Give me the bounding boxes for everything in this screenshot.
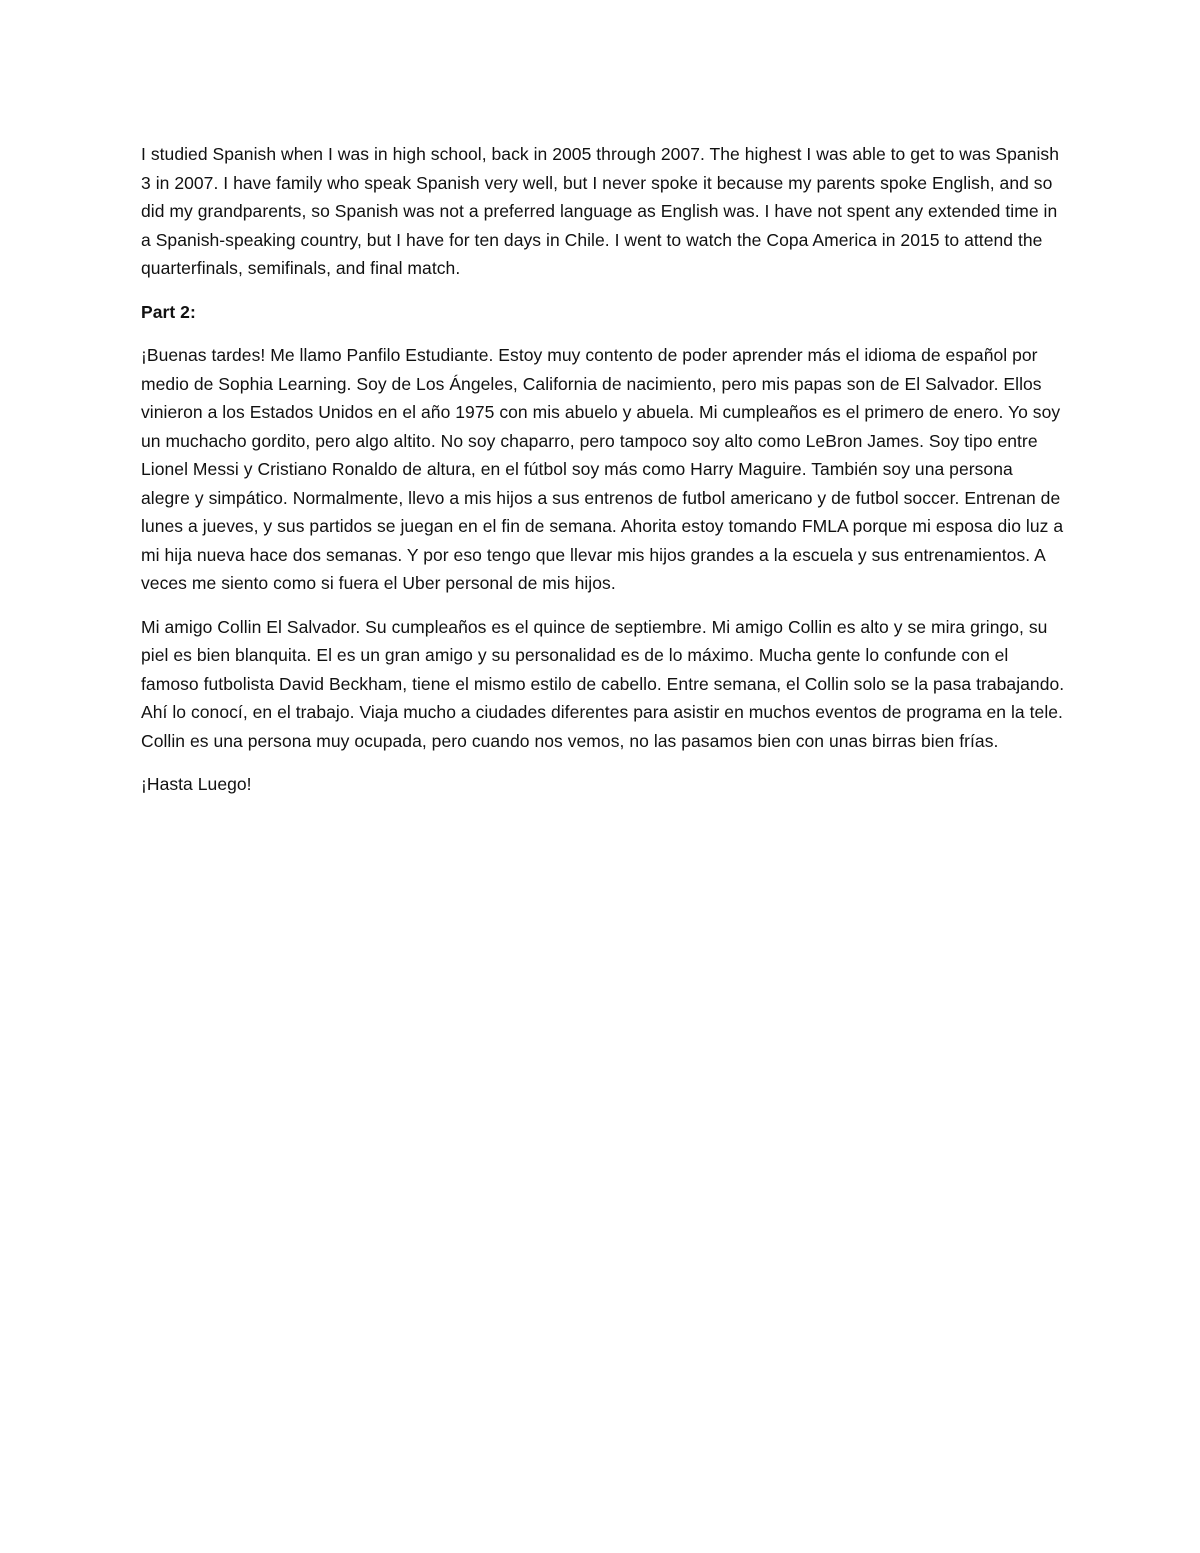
self-introduction-paragraph: ¡Buenas tardes! Me llamo Panfilo Estudiante. Estoy muy contento de poder aprender más el idioma de español por medio de Sophia Learning. Soy de Los Ángeles, California de nacimiento, pero mis papas son de El Salvador. Ellos vinieron a los Estados Unidos en el año 1975 con mis abuelo y abuela. Mi cumpleaños es el primero de enero. Yo soy un muchacho gordito, pero algo altito. No soy chaparro, pero tampoco soy alto como LeBron James. Soy tipo entre Lionel Messi y Cristiano Ronaldo de altura, en el fútbol soy más como Harry Maguire. También soy una persona alegre y simpático. Normalmente, llevo a mis hijos a sus entrenos de futbol americano y de futbol soccer. Entrenan de lunes a jueves, y sus partidos se juegan en el fin de semana. Ahorita estoy tomando FMLA porque mi esposa dio luz a mi hija nueva hace dos semanas. Y por eso tengo que llevar mis hijos grandes a la escuela y sus entrenamientos. A veces me siento como si fuera el Uber personal de mis hijos. [141, 345, 1064, 593]
intro-paragraph: I studied Spanish when I was in high school, back in 2005 through 2007. The highest I was able to get to was Spanish 3 in 2007. I have family who speak Spanish very well, but I never spoke it because my parents spoke English, and so did my grandparents, so Spanish was not a preferred language as English was. I have not spent any extended time in a Spanish-speaking country, but I have for ten days in Chile. I went to watch the Copa America in 2015 to attend the quarterfinals, semifinals, and final match. [141, 144, 1060, 278]
friend-description-paragraph: Mi amigo Collin El Salvador. Su cumpleaños es el quince de septiembre. Mi amigo Collin es alto y se mira gringo, su piel es bien blanquita. El es un gran amigo y su personalidad es de lo máximo. Mucha gente lo confunde con el famoso futbolista David Beckham, tiene el mismo estilo de cabello. Entre semana, el Collin solo se la pasa trabajando. Ahí lo conocí, en el trabajo. Viaja mucho a ciudades diferentes para asistir en muchos eventos de programa en la tele. Collin es una persona muy ocupada, pero cuando nos vemos, no las pasamos bien con unas birras bien frías. [141, 616, 1065, 751]
document-body [141, 140, 1066, 814]
section-heading-part-2: Part 2: [141, 301, 196, 322]
closing-line: ¡Hasta Luego! [141, 774, 252, 794]
